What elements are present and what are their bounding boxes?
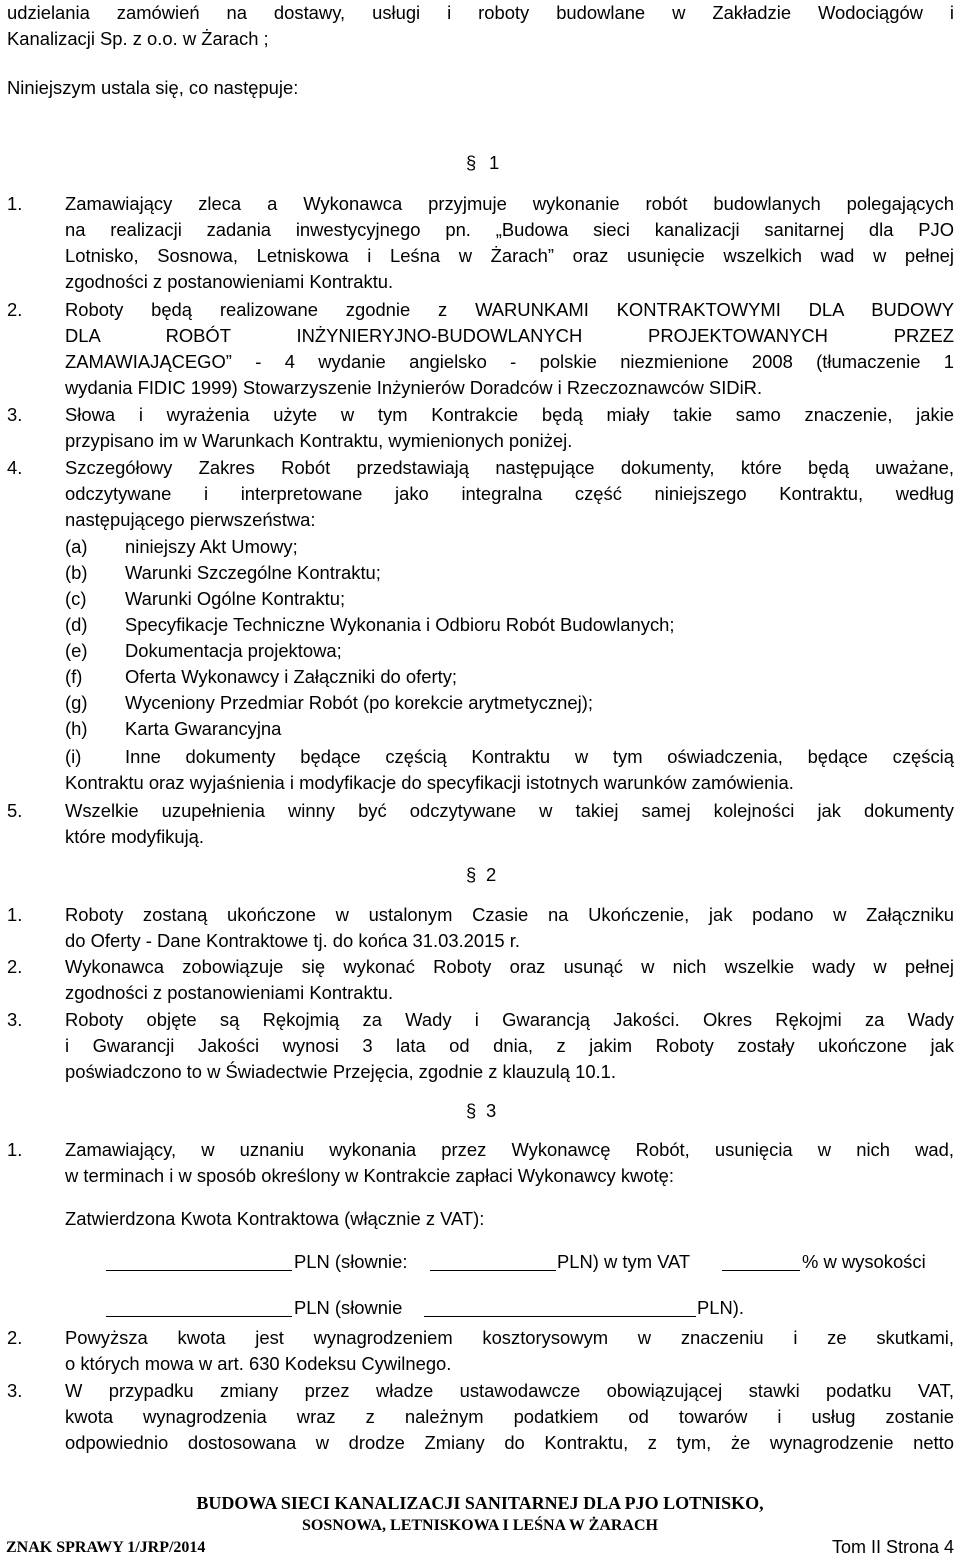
paragraph-line: zgodności z postanowieniami Kontraktu. [65,982,394,1003]
footer-project-title: BUDOWA SIECI KANALIZACJI SANITARNEJ DLA PJO LOTNISKO, [196,1493,764,1513]
paragraph-line: W przypadku zmiany przez władze ustawodawcze obowiązującej stawki podatku VAT, [65,1380,954,1401]
paragraph-line: ZAMAWIAJĄCEGO” - 4 wydanie angielsko - polskie niezmienione 2008 (tłumaczenie 1 [65,351,954,372]
paragraph-line: i Gwarancji Jakości wynosi 3 lata od dnia, z jakim Roboty zostały ukończone jak [65,1035,954,1056]
vat-amount-label: % w wysokości [802,1251,926,1272]
list-item: Warunki Ogólne Kontraktu; [125,588,346,609]
paragraph-line: Wykonawca zobowiązuje się wykonać Roboty oraz usunąć w nich wszelkie wady w pełnej [65,956,954,977]
vat-in-words-blank[interactable] [424,1298,696,1317]
list-key: (i) [65,746,82,767]
list-key: (b) [65,562,88,583]
list-key: (d) [65,614,88,635]
paragraph-number: 3. [7,404,23,425]
paragraph-line: Roboty będą realizowane zgodnie z WARUNKAMI KONTRAKTOWYMI DLA BUDOWY [65,299,954,320]
paragraph-number: 2. [7,956,23,977]
list-item: Dokumentacja projektowa; [125,640,342,661]
list-item: Specyfikacje Techniczne Wykonania i Odbioru Robót Budowlanych; [125,614,675,635]
intro-line-2: Kanalizacji Sp. z o.o. w Żarach ; [7,28,269,49]
vat-label: PLN) w tym VAT [557,1251,691,1272]
amount-in-words-blank[interactable] [430,1252,556,1271]
footer-page-number: Tom II Strona 4 [831,1537,954,1557]
paragraph-line: poświadczono to w Świadectwie Przejęcia, zgodnie z klauzulą 10.1. [65,1061,617,1082]
paragraph-line: przypisano im w Warunkach Kontraktu, wymienionych poniżej. [65,430,573,451]
intro-line-3: Niniejszym ustala się, co następuje: [7,77,299,98]
paragraph-number: 3. [7,1009,23,1030]
list-item: Wyceniony Przedmiar Robót (po korekcie arytmetycznej); [125,692,593,713]
section-mark: § [466,152,477,173]
list-item: niniejszy Akt Umowy; [125,536,298,557]
section-mark: § [466,864,477,885]
section-mark: § [466,1100,477,1121]
list-item: Oferta Wykonawcy i Załączniki do oferty; [125,666,458,687]
paragraph-line: Roboty objęte są Rękojmią za Wady i Gwarancją Jakości. Okres Rękojmi za Wady [65,1009,954,1030]
paragraph-line: Kontraktu oraz wyjaśnienia i modyfikacje do specyfikacji istotnych warunków zamówienia. [65,772,794,793]
section-number: 2 [486,864,497,885]
paragraph-line: do Oferty - Dane Kontraktowe tj. do końca 31.03.2015 r. [65,930,520,951]
amount-label: Zatwierdzona Kwota Kontraktowa (włącznie z VAT): [65,1208,485,1229]
paragraph-number: 1. [7,193,23,214]
list-key: (h) [65,718,88,739]
paragraph-line: kwota wynagrodzenia wraz z należnym podatkiem od towarów i usług zostanie [65,1406,954,1427]
paragraph-number: 2. [7,299,23,320]
list-item: Inne dokumenty będące częścią Kontraktu w tym oświadczenia, będące częścią [125,746,954,767]
paragraph-line: Roboty zostaną ukończone w ustalonym Czasie na Ukończenie, jak podano w Załączniku [65,904,954,925]
currency-label: PLN). [697,1297,745,1318]
intro-line-1: udzielania zamówień na dostawy, usługi i roboty budowlane w Zakładzie Wodociągów i [7,2,954,23]
vat-rate-blank[interactable] [722,1252,800,1271]
paragraph-line: odczytywane i interpretowane jako integralna część niniejszego Kontraktu, według [65,483,954,504]
list-key: (a) [65,536,88,557]
paragraph-number: 1. [7,904,23,925]
paragraph-line: odpowiednio dostosowana w drodze Zmiany do Kontraktu, z tym, że wynagrodzenie netto [65,1432,954,1453]
currency-label: PLN (słownie: [294,1251,408,1272]
list-item: Warunki Szczególne Kontraktu; [125,562,381,583]
paragraph-line: Szczegółowy Zakres Robót przedstawiają następujące dokumenty, które będą uważane, [65,457,954,478]
list-key: (c) [65,588,87,609]
paragraph-line: DLA ROBÓT INŻYNIERYJNO-BUDOWLANYCH PROJEKTOWANYCH PRZEZ [65,325,954,346]
paragraph-line: na realizacji zadania inwestycyjnego pn. „Budowa sieci kanalizacji sanitarnej dla PJO [65,219,954,240]
list-item: Karta Gwarancyjna [125,718,282,739]
section-number: 3 [486,1100,497,1121]
paragraph-number: 1. [7,1139,23,1160]
paragraph-line: w terminach i w sposób określony w Kontrakcie zapłaci Wykonawcy kwotę: [65,1165,675,1186]
paragraph-line: o których mowa w art. 630 Kodeksu Cywilnego. [65,1353,452,1374]
amount-blank[interactable] [106,1252,292,1271]
section-number: 1 [489,152,500,173]
paragraph-line: Zamawiający, w uznaniu wykonania przez Wykonawcę Robót, usunięcia w nich wad, [65,1139,954,1160]
paragraph-line: Zamawiający zleca a Wykonawca przyjmuje wykonanie robót budowlanych polegających [65,193,954,214]
paragraph-line: Lotnisko, Sosnowa, Letniskowa i Leśna w Żarach” oraz usunięcie wszelkich wad w pełnej [65,245,954,266]
paragraph-line: Słowa i wyrażenia użyte w tym Kontrakcie będą miały takie samo znaczenie, jakie [65,404,954,425]
currency-label: PLN (słownie [294,1297,403,1318]
paragraph-number: 5. [7,800,23,821]
list-key: (f) [65,666,83,687]
paragraph-line: które modyfikują. [65,826,205,847]
list-key: (e) [65,640,88,661]
paragraph-number: 2. [7,1327,23,1348]
paragraph-line: wydania FIDIC 1999) Stowarzyszenie Inżynierów Doradców i Rzeczoznawców SIDiR. [65,377,763,398]
paragraph-line: Wszelkie uzupełnienia winny być odczytywane w takiej samej kolejności jak dokumenty [65,800,954,821]
paragraph-line: zgodności z postanowieniami Kontraktu. [65,271,394,292]
list-key: (g) [65,692,88,713]
paragraph-line: Powyższa kwota jest wynagrodzeniem kosztorysowym w znaczeniu i ze skutkami, [65,1327,954,1348]
paragraph-number: 3. [7,1380,23,1401]
footer-project-subtitle: SOSNOWA, LETNISKOWA I LEŚNA W ŻARACH [302,1517,658,1534]
paragraph-line: następującego pierwszeństwa: [65,509,316,530]
paragraph-number: 4. [7,457,23,478]
footer-case-number: ZNAK SPRAWY 1/JRP/2014 [6,1539,206,1556]
vat-amount-blank[interactable] [106,1298,292,1317]
